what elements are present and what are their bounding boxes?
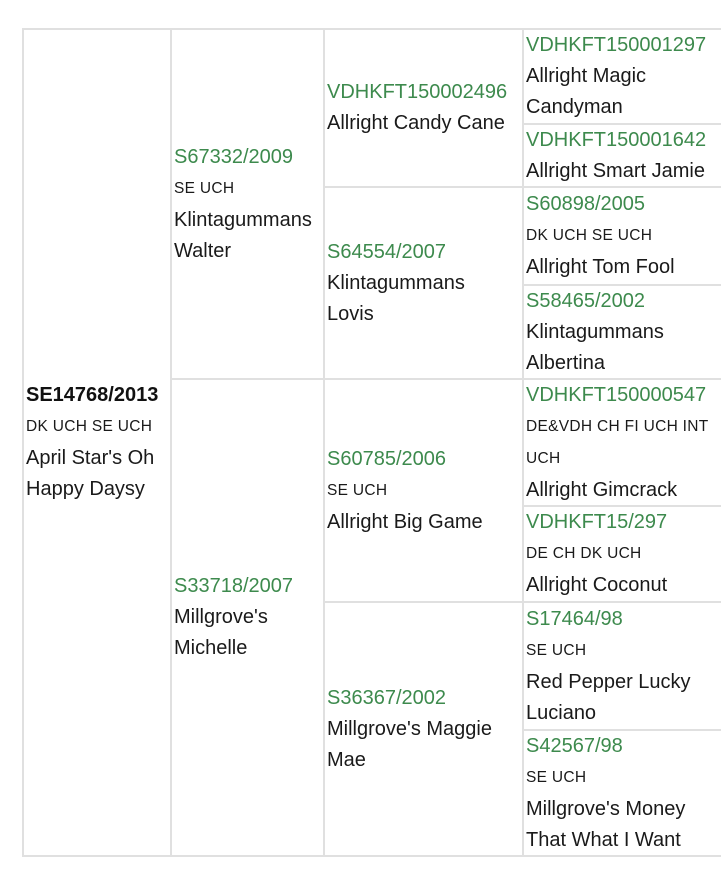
dds-reg-number[interactable]: S17464/98 [526, 607, 623, 630]
sire-dam-name: Klintagummans Lovis [327, 271, 465, 325]
sdd-name: Klintagummans Albertina [526, 320, 664, 374]
sire-titles: SE UCH [174, 179, 235, 197]
dsd-reg-number[interactable]: VDHKFT15/297 [526, 511, 668, 533]
sire-dam-reg-number[interactable]: S64554/2007 [327, 240, 447, 263]
dss-name: Allright Gimcrack [526, 478, 678, 501]
sire-sire-name: Allright Candy Cane [327, 112, 505, 134]
dam-sire-cell [325, 380, 522, 601]
dds-titles: SE UCH [526, 641, 587, 659]
dss-titles: DE&VDH CH FI UCH INT UCH [526, 417, 709, 467]
subject-titles: DK UCH SE UCH [26, 418, 153, 435]
dam-dam-cell [325, 603, 522, 855]
sire-dam-cell [325, 188, 522, 378]
sdd-reg-number[interactable]: S58465/2002 [526, 289, 646, 312]
ddd-cell [524, 731, 721, 855]
sire-sire-cell [325, 30, 522, 186]
sire-cell [172, 30, 323, 378]
dam-cell [172, 380, 323, 855]
subject-name: April Star's Oh Happy Daysy [26, 447, 155, 500]
dam-sire-name: Allright Big Game [327, 510, 483, 533]
ssd-name: Allright Smart Jamie [526, 159, 705, 182]
dsd-cell [524, 507, 721, 601]
dsd-name: Allright Coconut [526, 574, 668, 596]
subject-reg-number[interactable]: SE14768/2013 [26, 384, 159, 406]
sire-sire-reg-number[interactable]: VDHKFT150002496 [327, 81, 508, 103]
sss-name: Allright Magic Candyman [526, 65, 647, 118]
sdd-cell [524, 286, 721, 378]
dam-reg-number[interactable]: S33718/2007 [174, 575, 294, 597]
ddd-titles: SE UCH [526, 768, 587, 786]
sds-name: Allright Tom Fool [526, 256, 675, 278]
sds-reg-number[interactable]: S60898/2005 [526, 193, 646, 215]
dam-dam-reg-number[interactable]: S36367/2002 [327, 686, 447, 709]
dds-name: Red Pepper Lucky Luciano [526, 670, 691, 724]
dam-sire-titles: SE UCH [327, 481, 388, 499]
ssd-reg-number[interactable]: VDHKFT150001642 [526, 128, 707, 151]
ddd-name: Millgrove's Money That What I Want [526, 797, 686, 851]
ssd-cell [524, 125, 721, 186]
sire-reg-number[interactable]: S67332/2009 [174, 145, 294, 168]
sss-reg-number[interactable]: VDHKFT150001297 [526, 34, 707, 56]
dss-reg-number[interactable]: VDHKFT150000547 [526, 383, 707, 406]
dds-cell [524, 603, 721, 729]
sss-cell [524, 30, 721, 123]
dam-sire-reg-number[interactable]: S60785/2006 [327, 447, 447, 470]
sds-cell [524, 188, 721, 284]
subject-cell [24, 30, 170, 855]
ddd-reg-number[interactable]: S42567/98 [526, 734, 623, 757]
sire-name: Klintagummans Walter [174, 208, 312, 262]
dam-dam-name: Millgrove's Maggie Mae [327, 717, 492, 771]
dss-cell [524, 380, 721, 505]
dsd-titles: DE CH DK UCH [526, 545, 642, 562]
dam-name: Millgrove's Michelle [174, 606, 268, 659]
sds-titles: DK UCH SE UCH [526, 227, 653, 244]
